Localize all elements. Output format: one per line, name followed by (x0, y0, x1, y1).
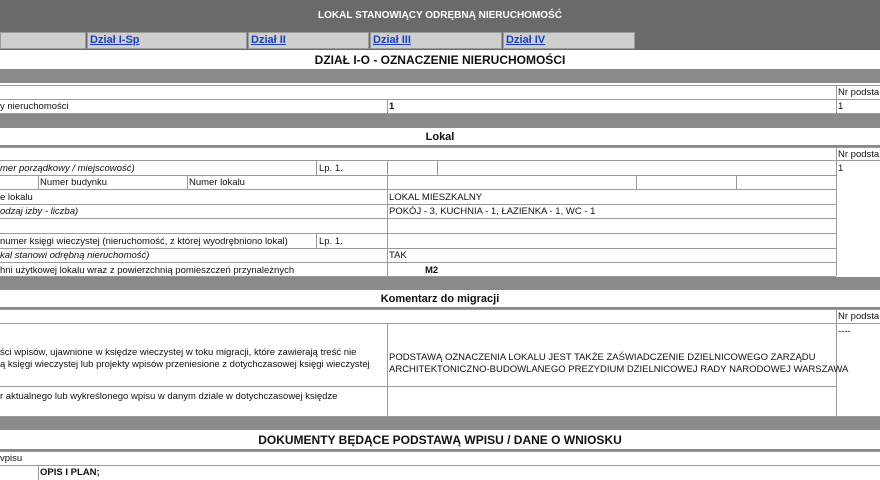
nav-link-dzial-isp[interactable]: Dział I-Sp (90, 34, 140, 46)
przeznaczenie-lokalu-value: LOKAL MIESZKALNY (389, 192, 483, 203)
nr-podstawy-header: Nr podsta (838, 311, 880, 322)
table-line (0, 218, 836, 219)
table-line (0, 323, 880, 324)
odrebna-nieruchomosc-value: TAK (389, 250, 407, 261)
nav-cell-empty (0, 32, 86, 49)
numer-lokalu-label: Numer lokalu (189, 177, 245, 188)
nav-link-dzial-iii[interactable]: Dział III (373, 34, 411, 46)
table-line (636, 175, 637, 189)
wpisu-label: vpisu (0, 453, 23, 464)
page-header (0, 0, 880, 32)
lp-label: Lp. 1. (319, 163, 343, 174)
table-line (387, 323, 388, 416)
table-line (0, 160, 880, 161)
table-line (38, 465, 39, 480)
komentarz-value-line2: ARCHITEKTONICZNO-BUDOWLANEGO PREZYDIUM DZIELNICOWEJ RADY NARODOWEJ WARSZAWA (389, 364, 849, 375)
table-line (316, 160, 317, 175)
section-divider (0, 277, 880, 290)
nr-podstawy-value: 1 (838, 101, 844, 112)
table-line (316, 233, 317, 248)
odrebna-nieruchomosc-label: kal stanowi odrębną nieruchomość) (0, 250, 150, 261)
table-line (0, 85, 880, 86)
table-line (0, 189, 836, 190)
lp-label: Lp. 1. (319, 236, 343, 247)
przeznaczenie-lokalu-label: e lokalu (0, 192, 33, 203)
section-divider (0, 69, 880, 83)
table-line (0, 465, 880, 466)
numer-budynku-label: Numer budynku (40, 177, 108, 188)
table-line (187, 175, 188, 189)
table-line (0, 386, 836, 387)
opis-i-plan: OPIS I PLAN; (40, 467, 100, 478)
table-line (0, 147, 880, 148)
table-line (387, 99, 388, 113)
table-line (0, 175, 836, 176)
numer-nieruchomosci-label: y nieruchomości (0, 101, 69, 112)
numer-nieruchomosci-value: 1 (389, 101, 395, 112)
ksiega-label: numer księgi wieczystej (nieruchomość, z której wyodrębniono lokal) (0, 236, 288, 247)
section-title-dzial-io: DZIAŁ I-O - OZNACZENIE NIERUCHOMOŚCI (0, 52, 880, 68)
komentarz-value-line1: PODSTAWĄ OZNACZENIA LOKALU JEST TAKŻE ZAŚWIADCZENIE DZIELNICOWEGO ZARZĄDU (389, 352, 816, 363)
table-line (736, 175, 737, 189)
table-line (836, 85, 837, 113)
section-divider (0, 417, 880, 430)
nr-podstawy-value: 1 (838, 163, 844, 174)
table-line (0, 99, 880, 100)
table-line (836, 147, 837, 276)
nav-link-dzial-ii[interactable]: Dział II (251, 34, 286, 46)
opis-lokalu-value: POKÓJ - 3, KUCHNIA - 1, ŁAZIENKA - 1, WC - 1 (389, 206, 596, 217)
table-line (437, 160, 438, 175)
nav-link-dzial-iv[interactable]: Dział IV (506, 34, 546, 46)
table-line (0, 248, 836, 249)
ulica-label: mer porządkowy / miejscowość) (0, 163, 135, 174)
section-title-lokal: Lokal (0, 129, 880, 145)
section-title-komentarz: Komentarz do migracji (0, 291, 880, 307)
opis-lokalu-label: odzaj izby - liczba) (0, 206, 79, 217)
nr-podstawy-header: Nr podsta (838, 87, 880, 98)
table-line (38, 175, 39, 189)
numer-wpisu-label: r aktualnego lub wykreślonego wpisu w danym dziale w dotychczasowej księdze (0, 391, 338, 402)
page-title: LOKAL STANOWIĄCY ODRĘBNĄ NIERUCHOMOŚĆ (318, 10, 562, 21)
komentarz-label-line1: ści wpisów, ujawnione w księdze wieczystej w toku migracji, które zawierają treść nie (0, 347, 357, 358)
powierzchnia-unit: M2 (425, 265, 439, 276)
table-line (0, 309, 880, 310)
table-line (0, 451, 880, 452)
table-line (836, 309, 837, 416)
nr-podstawy-header: Nr podsta (838, 149, 880, 160)
section-divider (0, 114, 880, 128)
table-line (0, 233, 836, 234)
table-line (0, 262, 836, 263)
table-line (0, 204, 836, 205)
section-title-dokumenty: DOKUMENTY BĘDĄCE PODSTAWĄ WPISU / DANE O WNIOSKU (0, 431, 880, 449)
nr-podstawy-value: ---- (838, 326, 851, 337)
komentarz-label-line2: ą księgi wieczystej lub projekty wpisów przeniesione z dotychczasowej księgi wieczystej (0, 359, 370, 370)
powierzchnia-label: hni użytkowej lokalu wraz z powierzchnią pomieszczeń przynależnych (0, 265, 295, 276)
table-line (387, 160, 388, 276)
